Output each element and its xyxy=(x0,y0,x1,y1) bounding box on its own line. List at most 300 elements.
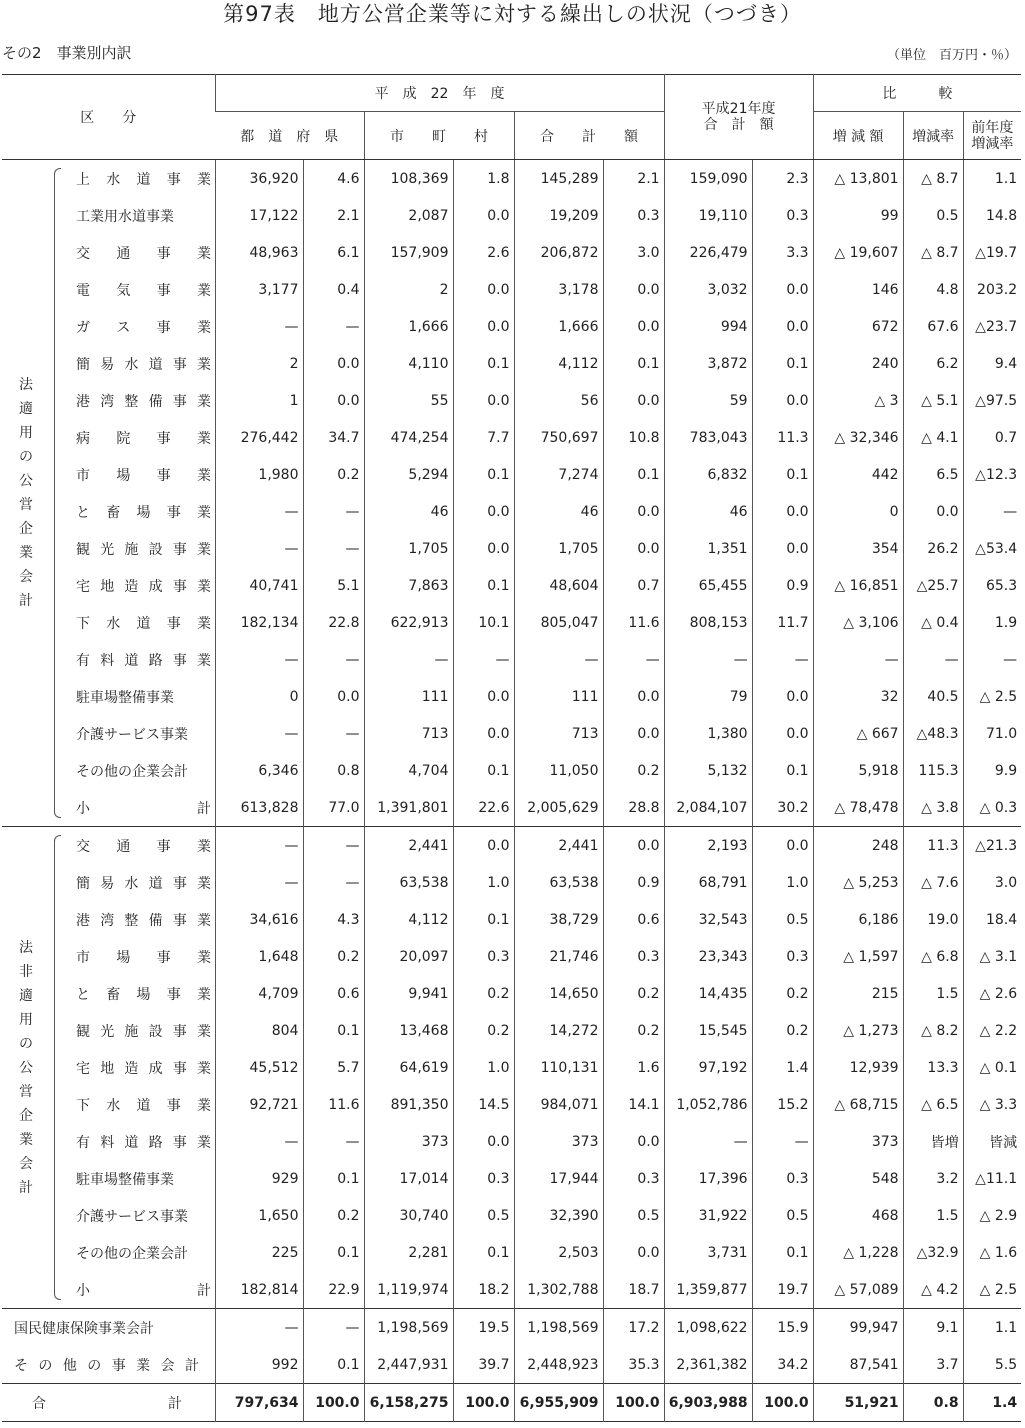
value-cell: 2,448,923 xyxy=(514,1346,603,1384)
value-cell: 0.0 xyxy=(303,382,364,419)
value-cell: 929 xyxy=(215,1160,303,1197)
group-label xyxy=(2,827,50,1309)
value-cell: △19.7 xyxy=(963,234,1021,271)
table-row xyxy=(2,789,1021,827)
table-row xyxy=(2,1234,1021,1271)
value-cell: 804 xyxy=(215,1012,303,1049)
table-row xyxy=(2,1346,1021,1384)
page-title: 第97表 地方公営企業等に対する繰出しの状況（つづき） xyxy=(223,2,802,26)
value-cell: 0.2 xyxy=(603,752,664,789)
value-cell: 55 xyxy=(364,382,453,419)
value-cell: 15.9 xyxy=(752,1309,813,1347)
value-cell: 0.1 xyxy=(453,901,514,938)
value-cell: 0.2 xyxy=(603,1012,664,1049)
group-label-text: 法非適用の公営企業会計 xyxy=(19,939,33,1196)
value-cell: — xyxy=(664,1123,752,1160)
value-cell: 71.0 xyxy=(963,715,1021,752)
value-cell: 6,832 xyxy=(664,456,752,493)
value-cell: 1,391,801 xyxy=(364,789,453,827)
value-cell: 0.0 xyxy=(303,345,364,382)
value-cell: 0.0 xyxy=(752,827,813,865)
value-cell: 4.3 xyxy=(303,901,364,938)
value-cell: 4.6 xyxy=(303,160,364,198)
value-cell: 0.9 xyxy=(603,864,664,901)
header-zennendo-line2: 増減率 xyxy=(971,135,1014,152)
value-cell: 0.3 xyxy=(752,938,813,975)
value-cell: 0.5 xyxy=(752,1197,813,1234)
unit-note: （単位 百万円・％） xyxy=(886,48,1017,63)
table-row xyxy=(2,1271,1021,1309)
value-cell: 6,186 xyxy=(813,901,903,938)
value-cell: △ 0.4 xyxy=(903,604,963,641)
value-cell: 0.0 xyxy=(453,715,514,752)
value-cell: △ 4.2 xyxy=(903,1271,963,1309)
row-label-text: と 畜 場 事 業 xyxy=(76,504,211,521)
value-cell: 19,110 xyxy=(664,197,752,234)
table-row xyxy=(2,308,1021,345)
value-cell: 145,289 xyxy=(514,160,603,198)
table-row xyxy=(2,1309,1021,1347)
value-cell: — xyxy=(215,493,303,530)
value-cell: 1,119,974 xyxy=(364,1271,453,1309)
brace-icon xyxy=(54,835,61,1300)
row-label-text: 観 光 施 設 事 業 xyxy=(76,541,211,558)
value-cell: 2 xyxy=(364,271,453,308)
value-cell: 0.1 xyxy=(603,345,664,382)
value-cell: △ 3,106 xyxy=(813,604,903,641)
value-cell: 46 xyxy=(364,493,453,530)
value-cell: 0.0 xyxy=(752,271,813,308)
value-cell: △97.5 xyxy=(963,382,1021,419)
table-row xyxy=(2,530,1021,567)
value-cell: 248 xyxy=(813,827,903,865)
row-label xyxy=(64,567,215,604)
value-cell: 1,666 xyxy=(364,308,453,345)
row-label xyxy=(64,789,215,827)
value-cell: 21,746 xyxy=(514,938,603,975)
value-cell: 46 xyxy=(664,493,752,530)
value-cell: 750,697 xyxy=(514,419,603,456)
value-cell: 0.3 xyxy=(603,197,664,234)
value-cell: 713 xyxy=(514,715,603,752)
table-row xyxy=(2,827,1021,865)
value-cell: 1.4 xyxy=(752,1049,813,1086)
row-label xyxy=(64,715,215,752)
value-cell: △ 0.1 xyxy=(963,1049,1021,1086)
value-cell: 1.1 xyxy=(963,1309,1021,1347)
row-label-text: 市 場 事 業 xyxy=(76,467,211,484)
value-cell: 皆増 xyxy=(903,1123,963,1160)
row-label xyxy=(64,1123,215,1160)
value-cell: 1,198,569 xyxy=(514,1309,603,1347)
value-cell: 0.2 xyxy=(303,1197,364,1234)
value-cell: 32 xyxy=(813,678,903,715)
value-cell: 0.0 xyxy=(603,827,664,865)
row-label-text: 介護サービス事業 xyxy=(76,1208,188,1225)
value-cell: — xyxy=(752,1123,813,1160)
value-cell: 68,791 xyxy=(664,864,752,901)
value-cell: 111 xyxy=(364,678,453,715)
value-cell: 3.2 xyxy=(903,1160,963,1197)
value-cell: — xyxy=(303,493,364,530)
value-cell: 38,729 xyxy=(514,901,603,938)
value-cell: △ 16,851 xyxy=(813,567,903,604)
value-cell: — xyxy=(303,308,364,345)
value-cell: 0.2 xyxy=(752,975,813,1012)
value-cell: △ 2.5 xyxy=(963,678,1021,715)
row-label xyxy=(64,530,215,567)
value-cell: 1.9 xyxy=(963,604,1021,641)
value-cell: △23.7 xyxy=(963,308,1021,345)
value-cell: 0.5 xyxy=(453,1197,514,1234)
value-cell: 34,616 xyxy=(215,901,303,938)
value-cell: 0.5 xyxy=(903,197,963,234)
value-cell: 0.2 xyxy=(453,1012,514,1049)
value-cell: △ 7.6 xyxy=(903,864,963,901)
header-h22: 平 成 22 年 度 xyxy=(215,75,664,112)
group-brace xyxy=(50,827,64,1309)
value-cell: 7,274 xyxy=(514,456,603,493)
value-cell: 0.0 xyxy=(752,715,813,752)
value-cell: 2,087 xyxy=(364,197,453,234)
value-cell: △ 19,607 xyxy=(813,234,903,271)
value-cell: 40,741 xyxy=(215,567,303,604)
value-cell: 30,740 xyxy=(364,1197,453,1234)
value-cell: 0.0 xyxy=(603,308,664,345)
value-cell: 34.7 xyxy=(303,419,364,456)
header-zennendo xyxy=(963,112,1021,160)
value-cell: 3.0 xyxy=(963,864,1021,901)
value-cell: 0.1 xyxy=(752,345,813,382)
header-gokei: 合 計 額 xyxy=(514,112,664,160)
value-cell: 713 xyxy=(364,715,453,752)
table-row xyxy=(2,271,1021,308)
value-cell: 17,014 xyxy=(364,1160,453,1197)
value-cell: — xyxy=(303,1309,364,1347)
value-cell: 805,047 xyxy=(514,604,603,641)
row-label-text: 合 計 xyxy=(32,1395,182,1412)
value-cell: 46 xyxy=(514,493,603,530)
total-row xyxy=(2,1384,1021,1422)
value-cell: △53.4 xyxy=(963,530,1021,567)
row-label-text: 交 通 事 業 xyxy=(76,245,211,262)
header-zogenritsu: 増減率 xyxy=(903,112,963,160)
value-cell: 1,705 xyxy=(364,530,453,567)
value-cell: 6.1 xyxy=(303,234,364,271)
value-cell: 11.7 xyxy=(752,604,813,641)
table-row xyxy=(2,1086,1021,1123)
row-label-text: 簡 易 水 道 事 業 xyxy=(76,356,211,373)
value-cell: 3.3 xyxy=(752,234,813,271)
value-cell: 984,071 xyxy=(514,1086,603,1123)
table-row xyxy=(2,160,1021,198)
value-cell: 99,947 xyxy=(813,1309,903,1347)
value-cell: 2,441 xyxy=(364,827,453,865)
value-cell: 皆減 xyxy=(963,1123,1021,1160)
value-cell: △ 78,478 xyxy=(813,789,903,827)
value-cell: — xyxy=(903,641,963,678)
value-cell: 4.8 xyxy=(903,271,963,308)
value-cell: 3,731 xyxy=(664,1234,752,1271)
value-cell: 0.3 xyxy=(752,1160,813,1197)
value-cell: 115.3 xyxy=(903,752,963,789)
row-label-text: 小 計 xyxy=(76,800,211,817)
value-cell: 0.1 xyxy=(453,345,514,382)
value-cell: 146 xyxy=(813,271,903,308)
value-cell: 7.7 xyxy=(453,419,514,456)
value-cell: 65,455 xyxy=(664,567,752,604)
value-cell: 226,479 xyxy=(664,234,752,271)
header-zennendo-line1: 前年度 xyxy=(971,119,1014,136)
value-cell: 4,112 xyxy=(364,901,453,938)
table-row xyxy=(2,382,1021,419)
value-cell: 0.8 xyxy=(303,752,364,789)
value-cell: 0.3 xyxy=(453,1160,514,1197)
value-cell: 14,435 xyxy=(664,975,752,1012)
value-cell: 159,090 xyxy=(664,160,752,198)
value-cell: 79 xyxy=(664,678,752,715)
value-cell: 9.1 xyxy=(903,1309,963,1347)
row-label-text: 駐車場整備事業 xyxy=(76,1171,174,1188)
value-cell: 4,112 xyxy=(514,345,603,382)
value-cell: △12.3 xyxy=(963,456,1021,493)
value-cell: 622,913 xyxy=(364,604,453,641)
row-label-text: ガ ス 事 業 xyxy=(76,319,211,336)
value-cell: 34.2 xyxy=(752,1346,813,1384)
value-cell: 0.0 xyxy=(453,271,514,308)
value-cell: △ 1,228 xyxy=(813,1234,903,1271)
value-cell: 1,198,569 xyxy=(364,1309,453,1347)
value-cell: △ 32,346 xyxy=(813,419,903,456)
value-cell: 28.8 xyxy=(603,789,664,827)
row-label-text: 市 場 事 業 xyxy=(76,949,211,966)
value-cell: 373 xyxy=(364,1123,453,1160)
value-cell: 0.0 xyxy=(453,308,514,345)
value-cell: 67.6 xyxy=(903,308,963,345)
value-cell: — xyxy=(215,1309,303,1347)
value-cell: △48.3 xyxy=(903,715,963,752)
value-cell: 992 xyxy=(215,1346,303,1384)
value-cell: 4,110 xyxy=(364,345,453,382)
value-cell: 1.0 xyxy=(453,864,514,901)
value-cell: — xyxy=(813,641,903,678)
value-cell: 2,447,931 xyxy=(364,1346,453,1384)
value-cell: 100.0 xyxy=(603,1384,664,1422)
value-cell: — xyxy=(603,641,664,678)
value-cell: 3,177 xyxy=(215,271,303,308)
value-cell: 157,909 xyxy=(364,234,453,271)
value-cell: △ 13,801 xyxy=(813,160,903,198)
row-label xyxy=(64,678,215,715)
value-cell: 51,921 xyxy=(813,1384,903,1422)
value-cell: 2,441 xyxy=(514,827,603,865)
value-cell: 17,396 xyxy=(664,1160,752,1197)
value-cell: 0.1 xyxy=(303,1012,364,1049)
value-cell: 2.1 xyxy=(303,197,364,234)
value-cell: 2,005,629 xyxy=(514,789,603,827)
value-cell: 0.1 xyxy=(453,752,514,789)
value-cell: 14.5 xyxy=(453,1086,514,1123)
value-cell: 0.0 xyxy=(453,827,514,865)
value-cell: △ 8.7 xyxy=(903,160,963,198)
value-cell: 0.5 xyxy=(752,901,813,938)
value-cell: 14,650 xyxy=(514,975,603,1012)
row-label xyxy=(64,864,215,901)
value-cell: — xyxy=(364,641,453,678)
value-cell: — xyxy=(303,864,364,901)
row-label-text: 宅 地 造 成 事 業 xyxy=(76,578,211,595)
value-cell: 0.0 xyxy=(752,530,813,567)
value-cell: 18.4 xyxy=(963,901,1021,938)
table-row xyxy=(2,234,1021,271)
value-cell: 2.6 xyxy=(453,234,514,271)
value-cell: 2,361,382 xyxy=(664,1346,752,1384)
value-cell: △ 5.1 xyxy=(903,382,963,419)
value-cell: 0.1 xyxy=(453,567,514,604)
value-cell: 45,512 xyxy=(215,1049,303,1086)
value-cell: 0 xyxy=(813,493,903,530)
row-label-text: 小 計 xyxy=(76,1282,211,1299)
value-cell: 100.0 xyxy=(752,1384,813,1422)
value-cell: 11.6 xyxy=(303,1086,364,1123)
value-cell: 100.0 xyxy=(303,1384,364,1422)
value-cell: 14.8 xyxy=(963,197,1021,234)
value-cell: 5,132 xyxy=(664,752,752,789)
value-cell: 97,192 xyxy=(664,1049,752,1086)
value-cell: 0.8 xyxy=(903,1384,963,1422)
value-cell: 19,209 xyxy=(514,197,603,234)
value-cell: 672 xyxy=(813,308,903,345)
table-row xyxy=(2,604,1021,641)
value-cell: 1.0 xyxy=(453,1049,514,1086)
value-cell: 0.6 xyxy=(603,901,664,938)
value-cell: 203.2 xyxy=(963,271,1021,308)
value-cell: 240 xyxy=(813,345,903,382)
row-label-text: 下 水 道 事 業 xyxy=(76,615,211,632)
value-cell: 1.5 xyxy=(903,1197,963,1234)
value-cell: 64,619 xyxy=(364,1049,453,1086)
row-label xyxy=(2,1309,215,1347)
value-cell: 2.1 xyxy=(603,160,664,198)
header-todofuken: 都 道 府 県 xyxy=(215,112,364,160)
value-cell: 11,050 xyxy=(514,752,603,789)
value-cell: △ 2.5 xyxy=(963,1271,1021,1309)
row-label xyxy=(64,1086,215,1123)
value-cell: 0.3 xyxy=(453,938,514,975)
row-label xyxy=(64,827,215,865)
value-cell: 0.0 xyxy=(752,308,813,345)
value-cell: 2,193 xyxy=(664,827,752,865)
value-cell: 6,346 xyxy=(215,752,303,789)
value-cell: 11.6 xyxy=(603,604,664,641)
value-cell: 0.0 xyxy=(603,715,664,752)
value-cell: △ 1,273 xyxy=(813,1012,903,1049)
row-label-text: 国民健康保険事業会計 xyxy=(14,1320,154,1337)
header-zogengaku: 増 減 額 xyxy=(813,112,903,160)
value-cell: 0.1 xyxy=(752,1234,813,1271)
row-label xyxy=(64,382,215,419)
value-cell: 1,666 xyxy=(514,308,603,345)
value-cell: 468 xyxy=(813,1197,903,1234)
value-cell: — xyxy=(215,864,303,901)
value-cell: 474,254 xyxy=(364,419,453,456)
value-cell: 0.0 xyxy=(303,678,364,715)
value-cell: — xyxy=(303,1123,364,1160)
row-label xyxy=(64,752,215,789)
row-label xyxy=(64,456,215,493)
value-cell: 0.0 xyxy=(453,530,514,567)
value-cell: 1,980 xyxy=(215,456,303,493)
table-row xyxy=(2,1160,1021,1197)
value-cell: △11.1 xyxy=(963,1160,1021,1197)
row-label xyxy=(64,1012,215,1049)
value-cell: △ 6.5 xyxy=(903,1086,963,1123)
value-cell: 22.8 xyxy=(303,604,364,641)
row-label xyxy=(64,345,215,382)
value-cell: 3,178 xyxy=(514,271,603,308)
value-cell: 65.3 xyxy=(963,567,1021,604)
value-cell: △ 3.3 xyxy=(963,1086,1021,1123)
value-cell: 0.0 xyxy=(603,1234,664,1271)
value-cell: — xyxy=(215,715,303,752)
value-cell: △ 2.2 xyxy=(963,1012,1021,1049)
value-cell: △ 2.9 xyxy=(963,1197,1021,1234)
value-cell: 6,903,988 xyxy=(664,1384,752,1422)
value-cell: 0.3 xyxy=(603,1160,664,1197)
value-cell: 1,098,622 xyxy=(664,1309,752,1347)
row-label-text: 介護サービス事業 xyxy=(76,726,188,743)
value-cell: 0.0 xyxy=(603,1123,664,1160)
value-cell: 56 xyxy=(514,382,603,419)
value-cell: 5.5 xyxy=(963,1346,1021,1384)
value-cell: 0.0 xyxy=(603,382,664,419)
table-row xyxy=(2,938,1021,975)
value-cell: 6.5 xyxy=(903,456,963,493)
row-label xyxy=(64,271,215,308)
value-cell: 11.3 xyxy=(752,419,813,456)
value-cell: 2.3 xyxy=(752,160,813,198)
value-cell: 1.1 xyxy=(963,160,1021,198)
value-cell: 10.1 xyxy=(453,604,514,641)
value-cell: 15.2 xyxy=(752,1086,813,1123)
row-label xyxy=(64,1197,215,1234)
row-label-text: その他の企業会計 xyxy=(76,1245,188,1262)
value-cell: 808,153 xyxy=(664,604,752,641)
value-cell: — xyxy=(215,827,303,865)
value-cell: △ 3.1 xyxy=(963,938,1021,975)
table-row xyxy=(2,1049,1021,1086)
value-cell: 9.4 xyxy=(963,345,1021,382)
value-cell: 1,359,877 xyxy=(664,1271,752,1309)
value-cell: 92,721 xyxy=(215,1086,303,1123)
value-cell: 15,545 xyxy=(664,1012,752,1049)
value-cell: △ 1,597 xyxy=(813,938,903,975)
value-cell: 22.6 xyxy=(453,789,514,827)
row-label-text: 交 通 事 業 xyxy=(76,838,211,855)
value-cell: 14,272 xyxy=(514,1012,603,1049)
value-cell: 0.1 xyxy=(453,456,514,493)
value-cell: 891,350 xyxy=(364,1086,453,1123)
value-cell: 783,043 xyxy=(664,419,752,456)
value-cell: △ 0.3 xyxy=(963,789,1021,827)
value-cell: 0.2 xyxy=(303,938,364,975)
value-cell: 87,541 xyxy=(813,1346,903,1384)
value-cell: — xyxy=(664,641,752,678)
value-cell: 3.0 xyxy=(603,234,664,271)
value-cell: 1 xyxy=(215,382,303,419)
row-label xyxy=(64,419,215,456)
value-cell: 0.1 xyxy=(303,1160,364,1197)
